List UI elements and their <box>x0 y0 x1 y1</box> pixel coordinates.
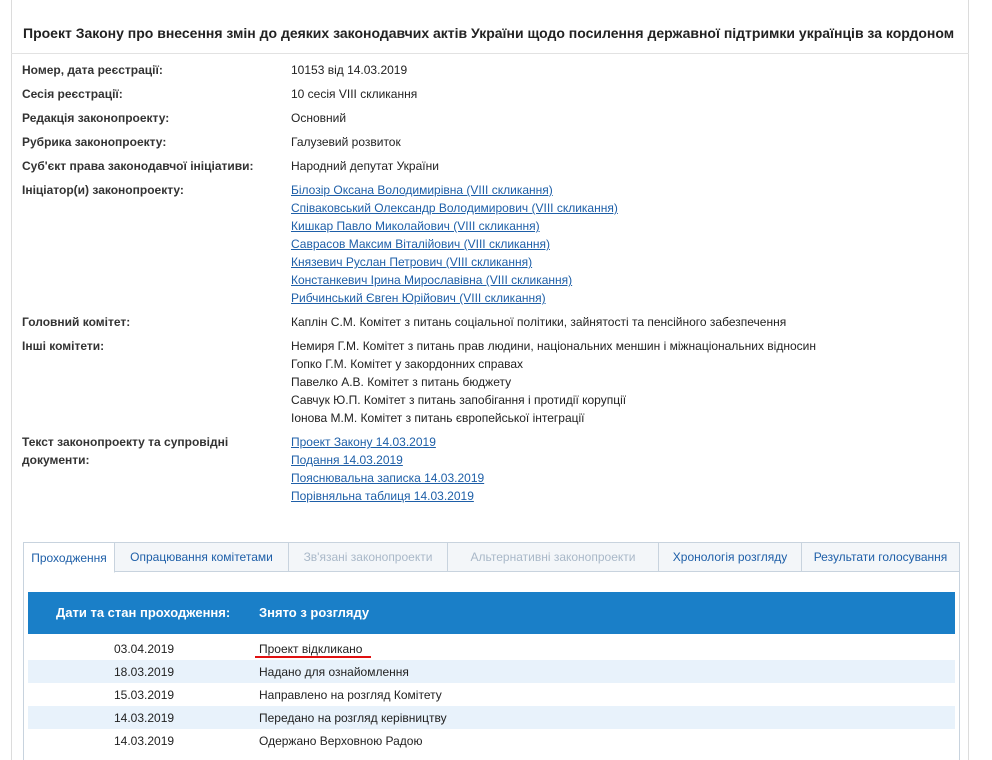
row-status: Направлено на розгляд Комітету <box>259 688 442 702</box>
initiator-link[interactable]: Констанкевич Ірина Мирославівна (VIII скликання) <box>291 273 573 287</box>
docs-label-line2: документи: <box>22 453 90 467</box>
initiator-item <box>291 289 618 307</box>
initiator-item <box>291 235 618 253</box>
committee-item: Гопко Г.М. Комітет у закордонних справах <box>291 357 524 371</box>
status-header: Знято з розгляду <box>259 605 370 620</box>
main-committee-value: Каплін С.М. Комітет з питань соціальної політики, зайнятості та пенсійного забезпечення <box>291 315 787 329</box>
main-committee-label: Головний комітет: <box>22 315 131 329</box>
initiator-item <box>291 253 618 271</box>
red-underline-annotation <box>255 656 371 658</box>
tab-chronology[interactable]: Хронологія розгляду <box>659 542 802 572</box>
rubric-label: Рубрика законопроекту: <box>22 135 167 149</box>
progress-table-header <box>28 592 955 634</box>
tab-bar <box>23 542 960 572</box>
edition-label: Редакція законопроекту: <box>22 111 170 125</box>
page-title: Проект Закону про внесення змін до деяких законодавчих актів України щодо посилення державної підтримки українців за кордоном <box>23 25 955 41</box>
tab-committee-processing[interactable]: Опрацювання комітетами <box>115 542 289 572</box>
initiator-link[interactable]: Саврасов Максим Віталійович (VIII скликання) <box>291 237 550 251</box>
initiator-item <box>291 217 618 235</box>
tab-progress[interactable]: Проходження <box>23 542 115 573</box>
reg-number-value: 10153 від 14.03.2019 <box>291 63 408 77</box>
doc-link[interactable]: Подання 14.03.2019 <box>291 453 403 467</box>
table-row <box>28 660 955 683</box>
reg-number-label: Номер, дата реєстрації: <box>22 63 163 77</box>
row-status: Одержано Верховною Радою <box>259 734 423 748</box>
committee-item: Павелко А.В. Комітет з питань бюджету <box>291 375 512 389</box>
row-date: 18.03.2019 <box>114 665 175 679</box>
tab-linked-bills[interactable]: Зв'язані законопроекти <box>289 542 448 572</box>
subject-value: Народний депутат України <box>291 159 439 173</box>
tab-alternative-bills[interactable]: Альтернативні законопроекти <box>448 542 659 572</box>
doc-link[interactable]: Порівняльна таблиця 14.03.2019 <box>291 489 474 503</box>
initiator-link[interactable]: Князевич Руслан Петрович (VIII скликання) <box>291 255 533 269</box>
initiator-item <box>291 181 618 199</box>
committee-item: Немиря Г.М. Комітет з питань прав людини, національних меншин і міжнаціональних відносин <box>291 339 816 353</box>
row-date: 14.03.2019 <box>114 711 175 725</box>
doc-item <box>291 487 484 505</box>
table-row <box>28 729 955 752</box>
initiator-link[interactable]: Кишкар Павло Миколайович (VIII скликання) <box>291 219 540 233</box>
committee-item: Іонова М.М. Комітет з питань європейської інтеграції <box>291 411 585 425</box>
docs-list <box>291 433 484 505</box>
doc-item <box>291 433 484 451</box>
session-value: 10 сесія VIII скликання <box>291 87 418 101</box>
rubric-value: Галузевий розвиток <box>291 135 401 149</box>
tab-voting-results[interactable]: Результати голосування <box>802 542 960 572</box>
title-divider <box>11 53 969 54</box>
subject-label: Суб'єкт права законодавчої ініціативи: <box>22 159 254 173</box>
initiators-list <box>291 181 618 307</box>
row-status: Передано на розгляд керівництву <box>259 711 447 725</box>
initiator-link[interactable]: Білозір Оксана Володимирівна (VIII скликання) <box>291 183 553 197</box>
initiator-item <box>291 199 618 217</box>
other-committees-label: Інші комітети: <box>22 339 105 353</box>
row-date: 15.03.2019 <box>114 688 175 702</box>
table-row <box>28 683 955 706</box>
dates-header: Дати та стан проходження: <box>56 605 231 620</box>
row-date: 14.03.2019 <box>114 734 175 748</box>
other-committees-list <box>291 337 816 427</box>
row-status: Надано для ознайомлення <box>259 665 409 679</box>
initiator-item <box>291 271 618 289</box>
doc-link[interactable]: Пояснювальна записка 14.03.2019 <box>291 471 485 485</box>
doc-link[interactable]: Проект Закону 14.03.2019 <box>291 435 436 449</box>
initiator-link[interactable]: Співаковський Олександр Володимирович (VIII скликання) <box>291 201 618 215</box>
row-status: Проект відкликано <box>259 642 363 656</box>
table-row <box>28 637 955 660</box>
table-row <box>28 706 955 729</box>
initiators-label: Ініціатор(и) законопроекту: <box>22 183 184 197</box>
committee-item: Савчук Ю.П. Комітет з питань запобігання і протидії корупції <box>291 393 627 407</box>
docs-label-line1: Текст законопроекту та супровідні <box>22 435 229 449</box>
initiator-link[interactable]: Рибчинський Євген Юрійович (VIII скликання) <box>291 291 546 305</box>
row-date: 03.04.2019 <box>114 642 175 656</box>
doc-item <box>291 469 484 487</box>
session-label: Сесія реєстрації: <box>22 87 123 101</box>
edition-value: Основний <box>291 111 347 125</box>
doc-item <box>291 451 484 469</box>
